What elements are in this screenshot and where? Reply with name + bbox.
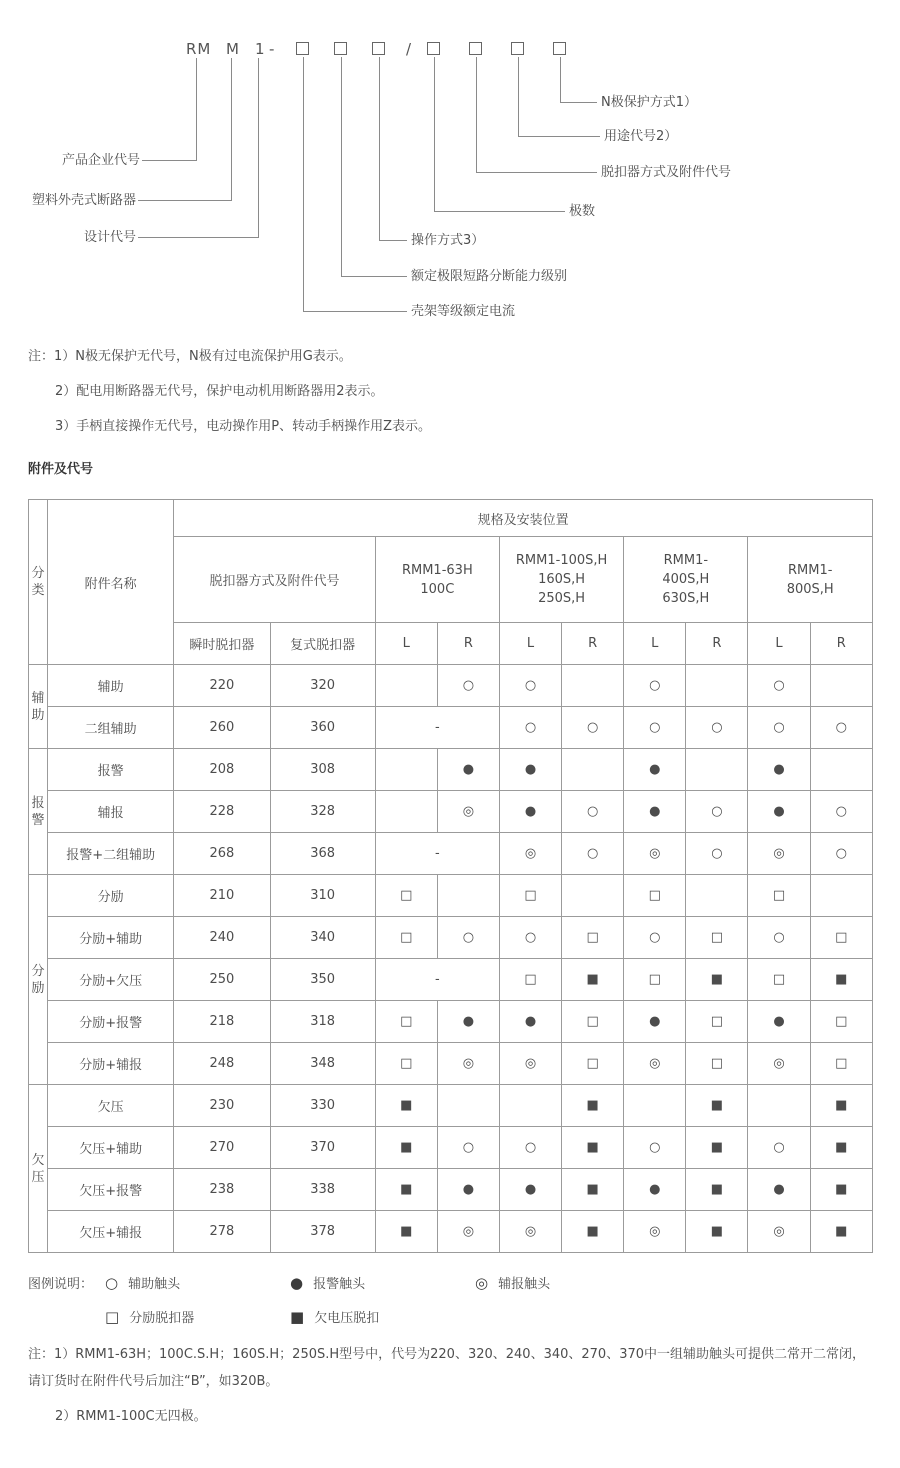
symbol-cell: [624, 1085, 686, 1127]
code-cell: 240: [174, 917, 270, 959]
connector-hline: [476, 172, 597, 173]
category-cell: 欠压: [29, 1085, 48, 1253]
label-trip-accessory-code: 脱扣器方式及附件代号: [601, 165, 732, 180]
table-row: [29, 959, 873, 1001]
symbol-cell: □: [375, 1043, 437, 1085]
symbol-cell: ■: [810, 1085, 872, 1127]
symbol-cell: ●: [624, 791, 686, 833]
symbol-cell: ○: [686, 791, 748, 833]
table-row: [29, 665, 873, 707]
code-cell: 360: [270, 707, 375, 749]
model-slash: /: [406, 40, 413, 58]
header-group-100s: RMM1-100S,H 160S,H 250S,H: [499, 537, 623, 623]
symbol-cell: ●: [499, 1169, 561, 1211]
label-breaking-capacity: 额定极限短路分断能力级别: [411, 269, 568, 284]
symbol-cell: □: [562, 917, 624, 959]
connector-vline: [196, 58, 197, 160]
table-row: [29, 1085, 873, 1127]
legend-label: 辅报触头: [498, 1277, 551, 1292]
code-cell: 348: [270, 1043, 375, 1085]
accessory-name-cell: 欠压+辅报: [48, 1211, 174, 1253]
code-cell: 248: [174, 1043, 270, 1085]
symbol-cell: [686, 875, 748, 917]
accessory-name-cell: 分励+报警: [48, 1001, 174, 1043]
symbol-cell: ●: [748, 1001, 810, 1043]
symbol-cell: □: [686, 917, 748, 959]
header-r: R: [810, 623, 872, 665]
accessories-table: [28, 499, 873, 1253]
symbol-cell: ○: [624, 665, 686, 707]
symbol-cell: ○: [499, 665, 561, 707]
connector-hline: [303, 311, 407, 312]
code-cell: 210: [174, 875, 270, 917]
header-group-800s: RMM1- 800S,H: [748, 537, 873, 623]
code-cell: 208: [174, 749, 270, 791]
symbol-cell: ○: [748, 1127, 810, 1169]
symbol-cell: ●: [624, 749, 686, 791]
code-cell: 378: [270, 1211, 375, 1253]
symbol-cell: ■: [810, 1211, 872, 1253]
code-cell: 230: [174, 1085, 270, 1127]
table-row: [29, 917, 873, 959]
symbol-cell: [375, 665, 437, 707]
symbol-cell: ◎: [624, 1043, 686, 1085]
undervoltage-trip-icon: ■: [290, 1307, 305, 1326]
symbol-cell: ◎: [624, 833, 686, 875]
label-frame-rated-current: 壳架等级额定电流: [411, 304, 516, 319]
symbol-cell: ■: [562, 959, 624, 1001]
note-line: 3）手柄直接操作无代号，电动操作用P、转动手柄操作用Z表示。: [55, 419, 432, 434]
symbol-cell: ◎: [437, 1211, 499, 1253]
symbol-cell: ○: [810, 833, 872, 875]
connector-vline: [231, 58, 232, 200]
symbol-cell: [375, 749, 437, 791]
accessory-name-cell: 分励+辅报: [48, 1043, 174, 1085]
accessory-name-cell: 欠压+报警: [48, 1169, 174, 1211]
symbol-cell: ◎: [748, 1211, 810, 1253]
note-line: 2）配电用断路器无代号，保护电动机用断路器用2表示。: [55, 384, 384, 399]
symbol-cell: □: [810, 1043, 872, 1085]
symbol-cell: □: [748, 875, 810, 917]
note-line: 注：1）N极无保护无代号，N极有过电流保护用G表示。: [28, 349, 352, 364]
header-group-400s: RMM1- 400S,H 630S,H: [624, 537, 748, 623]
code-placeholder-box: [469, 42, 482, 55]
legend-label: 报警触头: [313, 1277, 366, 1292]
header-r: R: [437, 623, 499, 665]
connector-vline: [379, 57, 380, 240]
category-cell: 辅助: [29, 665, 48, 749]
symbol-cell: ■: [686, 1127, 748, 1169]
connector-vline: [476, 57, 477, 172]
table-row: [29, 749, 873, 791]
header-spec-position: 规格及安装位置: [174, 500, 873, 537]
symbol-cell: ■: [686, 1169, 748, 1211]
symbol-cell: -: [375, 707, 499, 749]
symbol-cell: ○: [499, 707, 561, 749]
symbol-cell: [810, 875, 872, 917]
symbol-cell: ○: [437, 917, 499, 959]
model-dash: -: [269, 40, 276, 58]
code-cell: 220: [174, 665, 270, 707]
table-row: [29, 1127, 873, 1169]
table-row: [29, 875, 873, 917]
connector-vline: [258, 58, 259, 237]
accessory-name-cell: 欠压+辅助: [48, 1127, 174, 1169]
symbol-cell: □: [810, 917, 872, 959]
symbol-cell: [562, 749, 624, 791]
connector-vline: [434, 57, 435, 211]
symbol-cell: ○: [624, 1127, 686, 1169]
symbol-cell: ●: [499, 791, 561, 833]
symbol-cell: □: [686, 1001, 748, 1043]
code-cell: 270: [174, 1127, 270, 1169]
symbol-cell: ●: [499, 749, 561, 791]
code-cell: 350: [270, 959, 375, 1001]
code-placeholder-box: [372, 42, 385, 55]
accessory-name-cell: 辅报: [48, 791, 174, 833]
symbol-cell: □: [499, 959, 561, 1001]
code-cell: 338: [270, 1169, 375, 1211]
code-cell: 268: [174, 833, 270, 875]
header-trip-mode: 脱扣器方式及附件代号: [174, 537, 375, 623]
code-cell: 318: [270, 1001, 375, 1043]
connector-vline: [303, 57, 304, 311]
symbol-cell: ○: [748, 665, 810, 707]
legend-label: 分励脱扣器: [129, 1311, 195, 1326]
accessory-name-cell: 分励: [48, 875, 174, 917]
bottom-notes: [28, 1341, 873, 1430]
symbol-cell: ■: [375, 1127, 437, 1169]
symbol-cell: ◎: [437, 1043, 499, 1085]
symbol-cell: ●: [437, 1001, 499, 1043]
header-l: L: [499, 623, 561, 665]
symbol-cell: ●: [624, 1001, 686, 1043]
symbol-cell: ○: [562, 791, 624, 833]
accessory-name-cell: 辅助: [48, 665, 174, 707]
code-cell: 250: [174, 959, 270, 1001]
note-line: 注：1）RMM1-63H；100C.S.H；160S.H；250S.H型号中，代号为220、320、240、340、270、370中一组辅助触头可提供二常开二常闭，请订货时在附件代号后加注“B”，如320B。: [28, 1347, 866, 1389]
symbol-cell: ○: [624, 917, 686, 959]
header-l: L: [375, 623, 437, 665]
connector-hline: [138, 200, 232, 201]
symbol-cell: ●: [748, 791, 810, 833]
accessory-name-cell: 报警: [48, 749, 174, 791]
symbol-cell: ○: [686, 707, 748, 749]
legend-label: 欠电压脱扣: [314, 1311, 380, 1326]
note-line: 2）RMM1-100C无四极。: [55, 1409, 207, 1424]
connector-vline: [341, 57, 342, 276]
aux-alarm-contact-icon: ◎: [475, 1273, 489, 1292]
table-row: [29, 1211, 873, 1253]
code-cell: 228: [174, 791, 270, 833]
symbol-cell: ■: [562, 1127, 624, 1169]
symbol-cell: □: [375, 917, 437, 959]
symbol-cell: ○: [748, 707, 810, 749]
symbol-cell: ◎: [748, 1043, 810, 1085]
symbol-cell: ■: [686, 1085, 748, 1127]
connector-hline: [434, 211, 565, 212]
symbol-cell: □: [624, 959, 686, 1001]
symbol-cell: ○: [499, 917, 561, 959]
accessory-name-cell: 分励+辅助: [48, 917, 174, 959]
symbol-cell: ■: [375, 1169, 437, 1211]
symbol-cell: [437, 875, 499, 917]
code-cell: 238: [174, 1169, 270, 1211]
symbol-cell: ○: [437, 1127, 499, 1169]
legend-title: 图例说明：: [28, 1277, 94, 1292]
symbol-cell: ■: [810, 1169, 872, 1211]
header-instant-trip: 瞬时脱扣器: [174, 623, 270, 665]
symbol-cell: □: [624, 875, 686, 917]
symbol-cell: [437, 1085, 499, 1127]
legend-item: [290, 1273, 475, 1292]
symbol-cell: ○: [562, 833, 624, 875]
code-placeholder-box: [511, 42, 524, 55]
connector-hline: [560, 102, 597, 103]
category-cell: 分励: [29, 875, 48, 1085]
symbol-cell: ■: [686, 959, 748, 1001]
symbol-cell: ◎: [499, 833, 561, 875]
symbol-cell: ●: [437, 1169, 499, 1211]
connector-hline: [518, 136, 600, 137]
symbol-cell: [810, 665, 872, 707]
symbol-cell: □: [562, 1043, 624, 1085]
model-design-code: 1: [255, 40, 266, 58]
symbol-cell: □: [375, 1001, 437, 1043]
legend-item: [290, 1307, 475, 1326]
label-operation-mode: 操作方式3）: [411, 233, 485, 248]
shunt-trip-icon: □: [105, 1307, 120, 1326]
label-mccb: 塑料外壳式断路器: [31, 193, 136, 208]
symbol-cell: [375, 791, 437, 833]
legend: [28, 1273, 900, 1326]
code-cell: 320: [270, 665, 375, 707]
symbol-cell: [562, 875, 624, 917]
symbol-cell: [499, 1085, 561, 1127]
symbol-cell: [562, 665, 624, 707]
legend-item: [105, 1307, 290, 1326]
symbol-cell: ◎: [499, 1043, 561, 1085]
symbol-cell: □: [686, 1043, 748, 1085]
code-cell: 370: [270, 1127, 375, 1169]
code-cell: 340: [270, 917, 375, 959]
category-cell: 报警: [29, 749, 48, 875]
header-l: L: [748, 623, 810, 665]
symbol-cell: ◎: [437, 791, 499, 833]
legend-item: [105, 1273, 290, 1292]
table-row: [29, 1043, 873, 1085]
alarm-contact-icon: ●: [290, 1273, 304, 1292]
header-group-63h: RMM1-63H 100C: [375, 537, 499, 623]
code-cell: 308: [270, 749, 375, 791]
symbol-cell: ◎: [624, 1211, 686, 1253]
symbol-cell: □: [562, 1001, 624, 1043]
label-pole-number: 极数: [569, 204, 596, 219]
symbol-cell: [748, 1085, 810, 1127]
code-placeholder-box: [553, 42, 566, 55]
connector-vline: [518, 57, 519, 136]
model-code-diagram: [0, 0, 900, 335]
auxiliary-contact-icon: ○: [105, 1273, 119, 1292]
symbol-cell: ○: [810, 707, 872, 749]
symbol-cell: ■: [375, 1211, 437, 1253]
symbol-cell: ○: [810, 791, 872, 833]
symbol-cell: ◎: [748, 833, 810, 875]
code-cell: 218: [174, 1001, 270, 1043]
code-cell: 328: [270, 791, 375, 833]
symbol-cell: ○: [624, 707, 686, 749]
accessory-name-cell: 报警+二组辅助: [48, 833, 174, 875]
legend-item: [475, 1273, 660, 1292]
connector-hline: [341, 276, 407, 277]
symbol-cell: ●: [748, 749, 810, 791]
code-cell: 368: [270, 833, 375, 875]
label-enterprise-code: 产品企业代号: [61, 153, 140, 168]
accessory-name-cell: 二组辅助: [48, 707, 174, 749]
code-placeholder-box: [296, 42, 309, 55]
symbol-cell: -: [375, 833, 499, 875]
symbol-cell: ■: [686, 1211, 748, 1253]
header-accessory-name: 附件名称: [48, 500, 174, 665]
symbol-cell: [686, 665, 748, 707]
connector-hline: [138, 237, 259, 238]
code-placeholder-box: [334, 42, 347, 55]
connector-vline: [560, 57, 561, 102]
symbol-cell: □: [748, 959, 810, 1001]
symbol-cell: ○: [748, 917, 810, 959]
symbol-cell: ○: [499, 1127, 561, 1169]
symbol-cell: ●: [624, 1169, 686, 1211]
label-usage-code: 用途代号2）: [604, 129, 678, 144]
table-row: [29, 791, 873, 833]
symbol-cell: □: [499, 875, 561, 917]
legend-label: 辅助触头: [128, 1277, 181, 1292]
label-n-pole-protection: N极保护方式1）: [601, 95, 697, 110]
symbol-cell: [686, 749, 748, 791]
symbol-cell: □: [375, 875, 437, 917]
table-row: [29, 707, 873, 749]
symbol-cell: ■: [810, 1127, 872, 1169]
symbol-cell: ●: [748, 1169, 810, 1211]
symbol-cell: ■: [562, 1211, 624, 1253]
header-compound-trip: 复式脱扣器: [270, 623, 375, 665]
symbol-cell: ◎: [499, 1211, 561, 1253]
symbol-cell: ●: [437, 749, 499, 791]
connector-hline: [142, 160, 197, 161]
top-notes: [0, 348, 900, 436]
symbol-cell: ○: [437, 665, 499, 707]
code-cell: 278: [174, 1211, 270, 1253]
table-row: [29, 1001, 873, 1043]
table-row: [29, 833, 873, 875]
symbol-cell: ■: [810, 959, 872, 1001]
header-category: 分类: [29, 500, 48, 665]
symbol-cell: [810, 749, 872, 791]
label-design-code: 设计代号: [83, 230, 136, 245]
symbol-cell: ■: [562, 1085, 624, 1127]
accessory-name-cell: 分励+欠压: [48, 959, 174, 1001]
accessory-name-cell: 欠压: [48, 1085, 174, 1127]
symbol-cell: ■: [375, 1085, 437, 1127]
code-cell: 330: [270, 1085, 375, 1127]
symbol-cell: -: [375, 959, 499, 1001]
section-title: 附件及代号: [28, 462, 94, 477]
code-cell: 310: [270, 875, 375, 917]
symbol-cell: ○: [562, 707, 624, 749]
connector-hline: [379, 240, 407, 241]
symbol-cell: ●: [499, 1001, 561, 1043]
symbol-cell: ■: [562, 1169, 624, 1211]
header-r: R: [562, 623, 624, 665]
symbol-cell: ○: [686, 833, 748, 875]
header-l: L: [624, 623, 686, 665]
header-r: R: [686, 623, 748, 665]
code-placeholder-box: [427, 42, 440, 55]
model-prefix-rm: RM: [186, 40, 212, 58]
symbol-cell: □: [810, 1001, 872, 1043]
model-prefix-m: M: [226, 40, 240, 58]
table-row: [29, 1169, 873, 1211]
code-cell: 260: [174, 707, 270, 749]
